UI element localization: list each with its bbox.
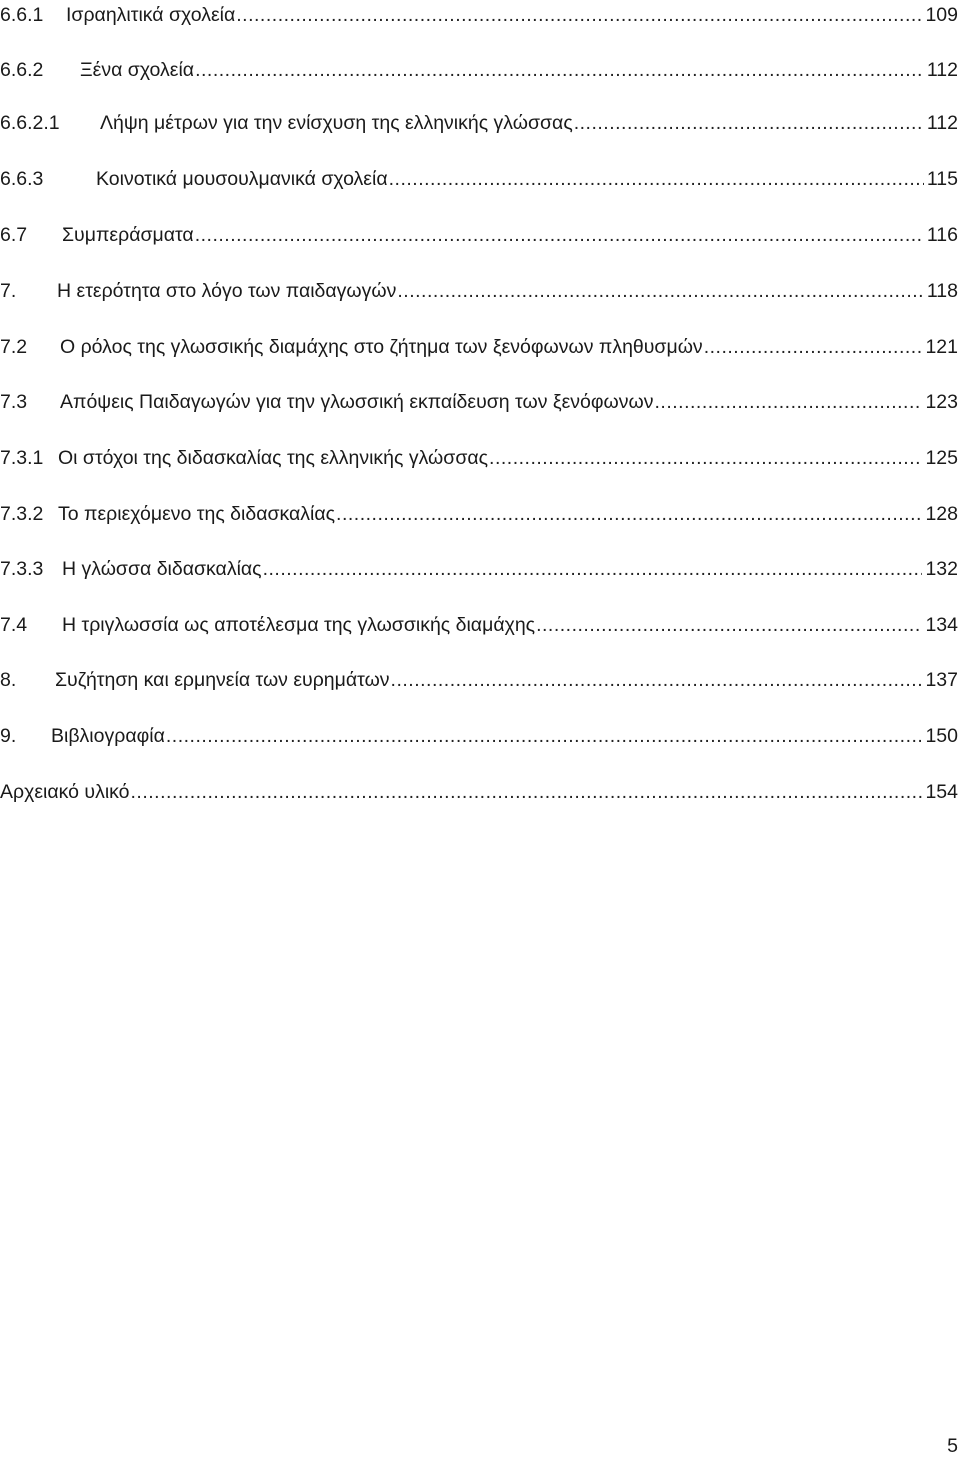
toc-entry-title: Η γλώσσα διδασκαλίας bbox=[62, 558, 262, 580]
toc-entry-title: Η τριγλωσσία ως αποτέλεσμα της γλωσσικής διαμάχης bbox=[62, 614, 536, 636]
toc-entry[interactable] bbox=[0, 443, 958, 473]
toc-entry[interactable] bbox=[0, 276, 958, 306]
toc-entry-title: Οι στόχοι της διδασκαλίας της ελληνικής γλώσσας bbox=[58, 447, 489, 469]
toc-entry[interactable] bbox=[0, 387, 958, 417]
toc-entry-number: 7.3.1 bbox=[0, 447, 44, 469]
toc-entry[interactable] bbox=[0, 332, 958, 362]
toc-entry-title: Ο ρόλος της γλωσσικής διαμάχης στο ζήτημα των ξενόφωνων πληθυσμών bbox=[60, 336, 703, 358]
toc-entry-page: 109 bbox=[925, 4, 958, 26]
toc-entry-title: Κοινοτικά μουσουλμανικά σχολεία bbox=[96, 168, 388, 190]
toc-dot-leader bbox=[131, 777, 923, 807]
toc-entry[interactable] bbox=[0, 499, 958, 529]
toc-entry-number: 7.3.2 bbox=[0, 503, 44, 525]
toc-entry-number: 6.7 bbox=[0, 224, 28, 246]
toc-entry-page: 150 bbox=[925, 725, 958, 747]
toc-dot-leader bbox=[195, 55, 924, 85]
toc-entry-page: 125 bbox=[925, 447, 958, 469]
toc-entry-number: 8. bbox=[0, 669, 17, 691]
toc-entry-title: Το περιεχόμενο της διδασκαλίας bbox=[58, 503, 336, 525]
toc-entry-number: 6.6.2 bbox=[0, 59, 44, 81]
toc-entry-number: 7.3.3 bbox=[0, 558, 44, 580]
toc-entry[interactable] bbox=[0, 164, 958, 194]
toc-entry-title: Η ετερότητα στο λόγο των παιδαγωγών bbox=[57, 280, 397, 302]
toc-dot-leader bbox=[391, 665, 923, 695]
toc-entry-page: 123 bbox=[925, 391, 958, 413]
toc-entry-number: 6.6.3 bbox=[0, 168, 44, 190]
toc-entry[interactable] bbox=[0, 108, 958, 138]
toc-entry-page: 154 bbox=[925, 781, 958, 803]
toc-dot-leader bbox=[489, 443, 922, 473]
toc-entry[interactable] bbox=[0, 721, 958, 751]
toc-entry-page: 132 bbox=[925, 558, 958, 580]
toc-dot-leader bbox=[536, 610, 922, 640]
toc-entry[interactable] bbox=[0, 220, 958, 250]
toc-entry-page: 115 bbox=[926, 168, 958, 190]
toc-dot-leader bbox=[397, 276, 924, 306]
toc-dot-leader bbox=[389, 164, 924, 194]
toc-entry-number: 7.3 bbox=[0, 391, 28, 413]
toc-entry-title: Ξένα σχολεία bbox=[80, 59, 195, 81]
toc-entry-page: 118 bbox=[926, 280, 958, 302]
page-number: 5 bbox=[947, 1435, 958, 1457]
toc-entry-page: 128 bbox=[925, 503, 958, 525]
toc-entry[interactable] bbox=[0, 0, 958, 30]
toc-dot-leader bbox=[704, 332, 923, 362]
toc-entry-page: 134 bbox=[925, 614, 958, 636]
toc-entry-title: Λήψη μέτρων για την ενίσχυση της ελληνικής γλώσσας bbox=[100, 112, 573, 134]
toc-entry-number: 6.6.2.1 bbox=[0, 112, 60, 134]
toc-dot-leader bbox=[574, 108, 924, 138]
toc-entry-title: Αρχειακό υλικό bbox=[0, 781, 130, 803]
toc-dot-leader bbox=[236, 0, 922, 30]
toc-entry-title: Απόψεις Παιδαγωγών για την γλωσσική εκπαίδευση των ξενόφωνων bbox=[60, 391, 654, 413]
toc-entry-title: Ισραηλιτικά σχολεία bbox=[66, 4, 236, 26]
toc-entry-number: 6.6.1 bbox=[0, 4, 44, 26]
toc-dot-leader bbox=[654, 387, 922, 417]
toc-entry-page: 112 bbox=[926, 112, 958, 134]
toc-entry-number: 7. bbox=[0, 280, 17, 302]
toc-entry-page: 137 bbox=[925, 669, 958, 691]
toc-entry-title: Συζήτηση και ερμηνεία των ευρημάτων bbox=[55, 669, 390, 691]
toc-entry-page: 116 bbox=[926, 224, 958, 246]
toc-dot-leader bbox=[166, 721, 923, 751]
toc-entry[interactable] bbox=[0, 554, 958, 584]
toc-entry[interactable] bbox=[0, 55, 958, 85]
toc-entry-number: 9. bbox=[0, 725, 17, 747]
toc-entry-title: Βιβλιογραφία bbox=[51, 725, 165, 747]
toc-entry-page: 112 bbox=[926, 59, 958, 81]
toc-entry-number: 7.4 bbox=[0, 614, 28, 636]
toc-entry[interactable] bbox=[0, 610, 958, 640]
toc-dot-leader bbox=[336, 499, 922, 529]
toc-dot-leader bbox=[195, 220, 924, 250]
toc-dot-leader bbox=[263, 554, 923, 584]
toc-entry[interactable] bbox=[0, 665, 958, 695]
toc-entry-page: 121 bbox=[925, 336, 958, 358]
toc-entry-number: 7.2 bbox=[0, 336, 28, 358]
toc-entry-title: Συμπεράσματα bbox=[62, 224, 194, 246]
toc-entry[interactable] bbox=[0, 777, 958, 807]
